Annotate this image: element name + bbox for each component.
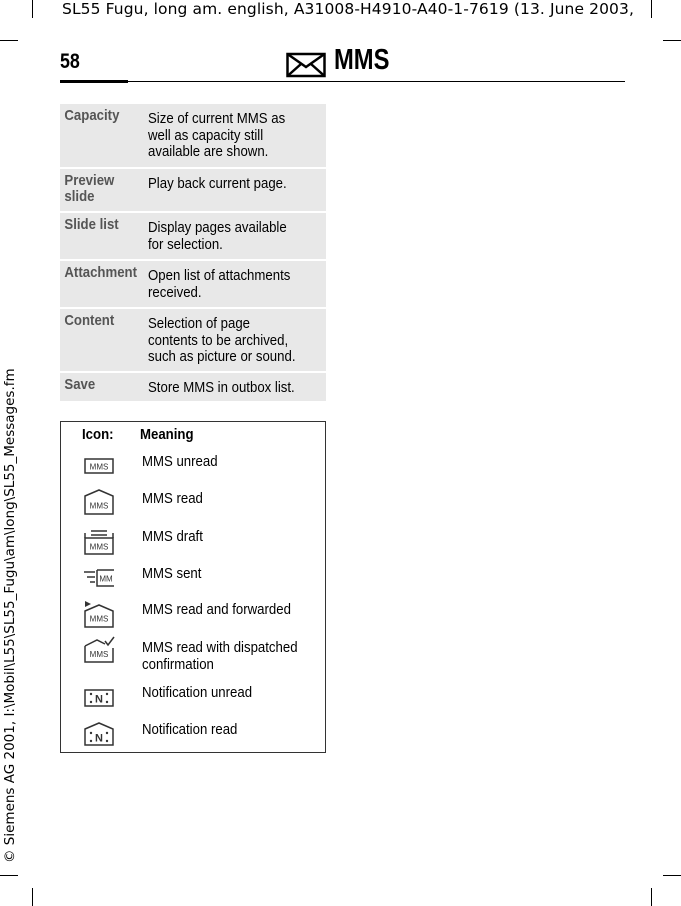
option-description: Size of current MMS as well as capacity still available are shown.: [148, 110, 286, 160]
header-rule-thick: [60, 80, 128, 83]
option-row: [60, 309, 326, 373]
mms-confirmed-icon: [83, 636, 115, 666]
svg-text:MMS: MMS: [89, 614, 109, 624]
option-term: Slide list: [64, 216, 119, 233]
option-term: Content: [64, 312, 115, 329]
svg-text:N: N: [95, 732, 103, 745]
svg-text:MM: MM: [99, 574, 113, 584]
option-description: Display pages available for selection.: [148, 219, 287, 253]
crop-mark: [651, 888, 652, 906]
option-term: Save: [64, 376, 96, 393]
option-row: [60, 104, 326, 169]
icon-meaning: Notification read: [142, 721, 238, 738]
option-description: Play back current page.: [148, 175, 287, 192]
option-row: [60, 261, 326, 309]
icon-meaning: MMS draft: [142, 528, 203, 545]
svg-text:MMS: MMS: [89, 501, 109, 511]
icon-meaning: Notification unread: [142, 684, 253, 701]
mms-draft-icon: [83, 526, 115, 556]
crop-mark: [663, 875, 681, 876]
mms-read-icon: [83, 488, 115, 518]
option-term: Attachment: [64, 264, 138, 281]
icon-meaning: MMS unread: [142, 453, 218, 470]
icon-legend-table: [60, 421, 326, 753]
option-term: Preview slide: [64, 172, 115, 205]
crop-mark: [663, 40, 681, 41]
column-header-meaning: Meaning: [140, 426, 194, 443]
side-copyright-text: © Siemens AG 2001, I:\Mobil\L55\SL55_Fugu\am\long\SL55_Messages.fm: [2, 368, 18, 863]
svg-text:MMS: MMS: [89, 462, 109, 472]
option-description: Open list of attachments received.: [148, 267, 291, 301]
notification-unread-icon: [83, 683, 115, 713]
option-row: [60, 213, 326, 261]
header-rule: [128, 81, 625, 82]
mms-forwarded-icon: [83, 599, 115, 629]
svg-text:MMS: MMS: [89, 542, 109, 552]
option-description: Store MMS in outbox list.: [148, 379, 295, 396]
notification-read-icon: [83, 720, 115, 750]
mms-unread-icon: [83, 452, 115, 482]
icon-meaning: MMS read: [142, 490, 203, 507]
side-copyright: [0, 0, 20, 906]
options-table: [60, 104, 326, 403]
crop-mark: [32, 888, 33, 906]
icon-meaning: MMS sent: [142, 565, 202, 582]
option-row: [60, 373, 326, 403]
envelope-icon: [286, 52, 326, 78]
page-number: 58: [60, 50, 80, 73]
svg-text:N: N: [95, 693, 103, 706]
option-term: Capacity: [64, 107, 120, 124]
crop-mark: [32, 0, 33, 18]
column-header-icon: Icon:: [82, 426, 114, 443]
section-title: MMS: [334, 44, 390, 76]
icon-meaning: MMS read with dispatched confirmation: [142, 639, 298, 673]
svg-text:MMS: MMS: [89, 650, 109, 659]
mms-sent-icon: [83, 564, 115, 594]
option-row: [60, 169, 326, 213]
running-head: SL55 Fugu, long am. english, A31008-H4910-A40-1-7619 (13. June 2003,: [62, 0, 635, 18]
icon-meaning: MMS read and forwarded: [142, 601, 291, 618]
option-description: Selection of page contents to be archived, such as picture or sound.: [148, 315, 296, 365]
